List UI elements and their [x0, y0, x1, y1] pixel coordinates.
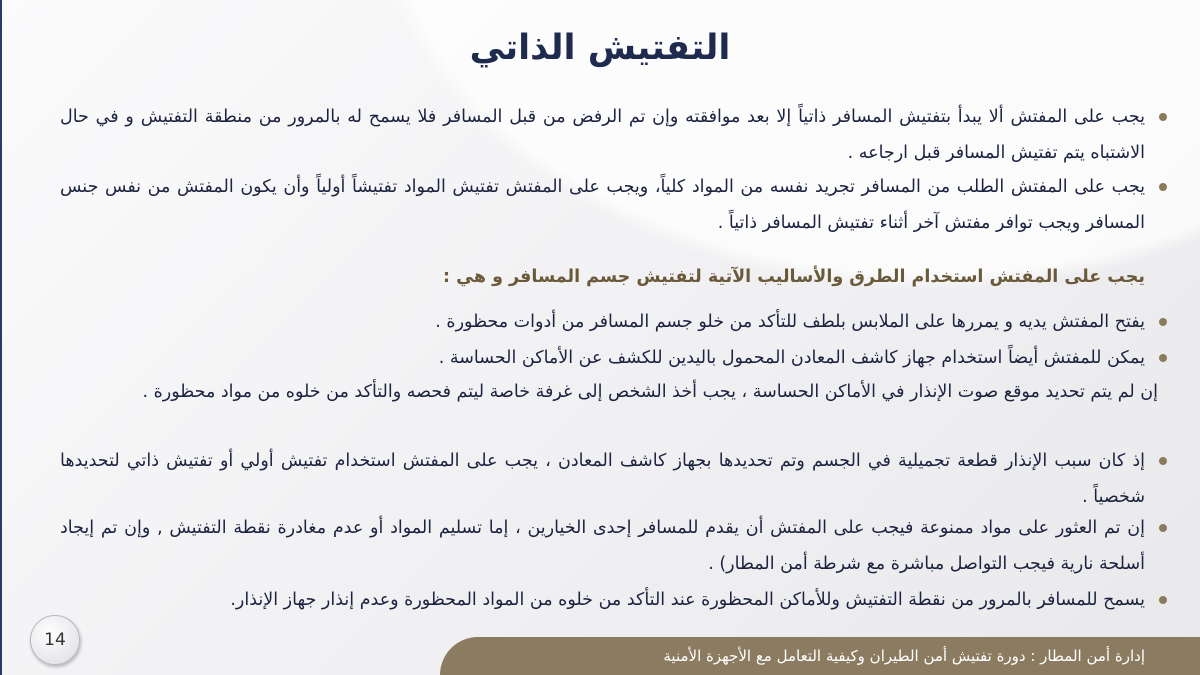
paragraph: إن لم يتم تحديد موقع صوت الإنذار في الأماكن الحساسة ، يجب أخذ الشخص إلى غرفة خاصة ليتم فحصه والتأكد من خلوه من مواد محظورة .	[142, 382, 1158, 402]
bullet-paragraph: يفتح المفتش يديه و يمررها على الملابس بلطف للتأكد من خلو جسم المسافر من أدوات محظورة .	[60, 304, 1145, 340]
slide-title: التفتيش الذاتي	[469, 28, 731, 68]
bullet-paragraph: يجب على المفتش ألا يبدأ بتفتيش المسافر ذاتياً إلا بعد موافقته وإن تم الرفض من قبل المسافر فلا يسمح له بالمرور من منطقة التفتيش و في حال الاشتباه يتم تفتيش المسافر قبل ارجاعه .	[60, 99, 1145, 171]
footer-bar: إدارة أمن المطار : دورة تفتيش أمن الطيران وكيفية التعامل مع الأجهزة الأمنية	[440, 637, 1200, 675]
bullet-paragraph: يسمح للمسافر بالمرور من نقطة التفتيش وللأماكن المحظورة عند التأكد من خلوه من المواد المحظورة وعدم إنذار جهاز الإنذار.	[60, 582, 1145, 618]
slide-border	[0, 0, 2, 675]
bullet-paragraph: يجب على المفتش الطلب من المسافر تجريد نفسه من المواد كلياً، ويجب على المفتش تفتيش المواد تفتيشاً أولياً وأن يكون المفتش من نفس جنس المسافر ويجب توافر مفتش آخر أثناء تفتيش المسافر ذاتياً .	[60, 169, 1145, 241]
subheading: يجب على المفتش استخدام الطرق والأساليب الآتية لتفتيش جسم المسافر و هي :	[443, 267, 1145, 287]
bullet-paragraph: إن تم العثور على مواد ممنوعة فيجب على المفتش أن يقدم للمسافر إحدى الخيارين ، إما تسليم المواد أو عدم مغادرة نقطة التفتيش , وإن تم إيجاد أسلحة نارية فيجب التواصل مباشرة مع شرطة أمن المطار) .	[60, 510, 1145, 582]
bullet-paragraph: إذ كان سبب الإنذار قطعة تجميلية في الجسم وتم تحديدها بجهاز كاشف المعادن ، يجب على المفتش استخدام تفتيش أولي أو تفتيش ذاتي لتحديدها شخصياً .	[60, 443, 1145, 515]
page-number: 14	[30, 615, 80, 665]
bullet-paragraph: يمكن للمفتش أيضاً استخدام جهاز كاشف المعادن المحمول باليدين للكشف عن الأماكن الحساسة .	[60, 340, 1145, 376]
